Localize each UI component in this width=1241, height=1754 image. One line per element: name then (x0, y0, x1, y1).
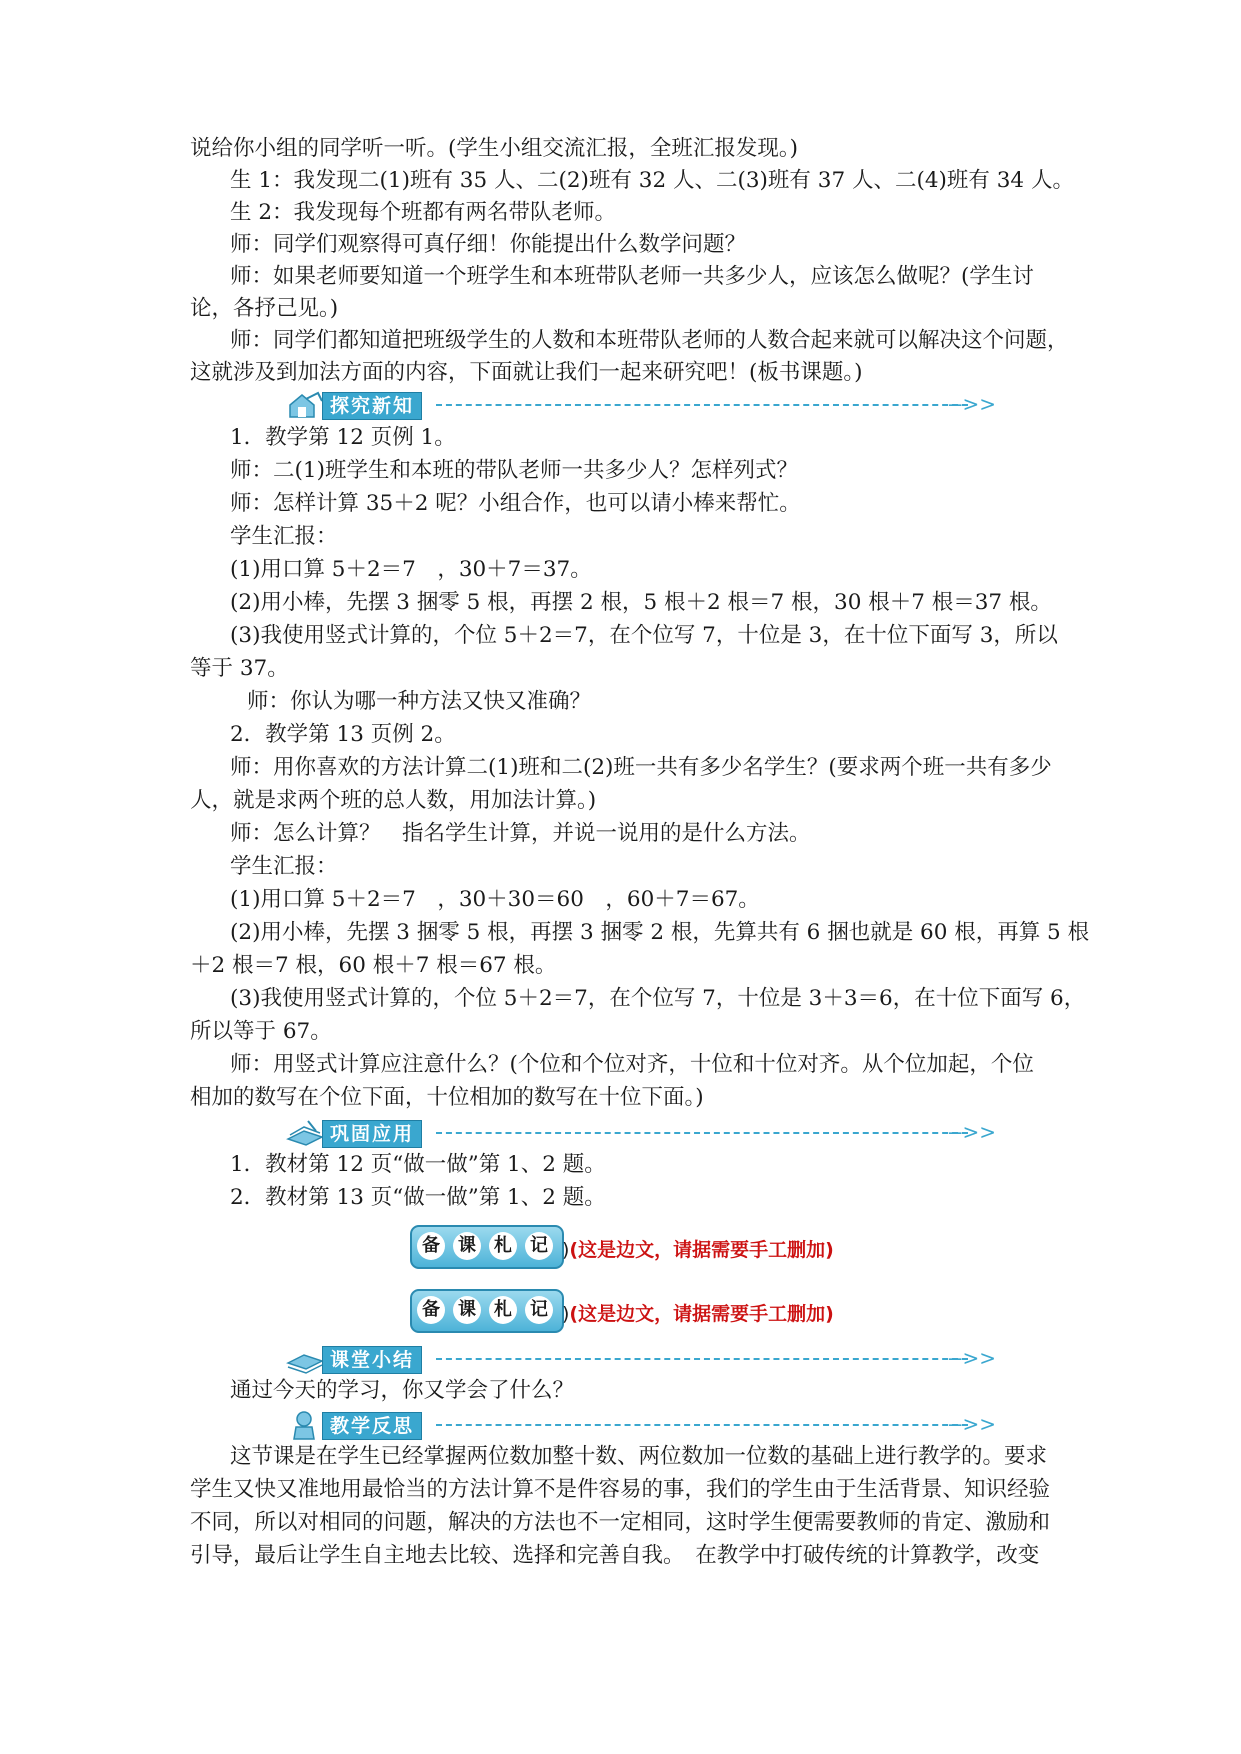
section-header-summary (286, 1343, 1006, 1375)
badge-char: 札 (489, 1296, 517, 1324)
section-title: 教学反思 (322, 1412, 422, 1440)
section-header-reflection (286, 1409, 1006, 1441)
text-line: (1)用口算 5＋2＝7 ，30＋7＝37。 (230, 557, 592, 582)
text-line: 人，就是求两个班的总人数，用加法计算。) (190, 788, 597, 813)
lesson-notes-badge (410, 1289, 564, 1333)
text-line: 说给你小组的同学听一听。(学生小组交流汇报，全班汇报发现。) (190, 136, 799, 161)
text-line: 通过今天的学习，你又学会了什么？ (230, 1378, 575, 1403)
text-line: 等于 37。 (190, 656, 289, 681)
text-line: 1．教学第 12 页例 1。 (230, 425, 456, 450)
section-title: 探究新知 (322, 392, 422, 420)
thinker-icon (286, 1409, 326, 1441)
double-arrow-icon: -->> (948, 1120, 996, 1144)
badge-char: 备 (417, 1232, 445, 1260)
text-line: 这节课是在学生已经掌握两位数加整十数、两位数加一位数的基础上进行教学的。要求 (230, 1444, 1048, 1469)
dashed-divider (436, 1424, 968, 1426)
badge-char: 课 (453, 1296, 481, 1324)
text-line: 师：怎样计算 35＋2 呢？小组合作，也可以请小棒来帮忙。 (230, 491, 801, 516)
lesson-notes-badge-row (410, 1225, 970, 1269)
section-header-explore (286, 389, 1006, 421)
text-line: 所以等于 67。 (190, 1019, 332, 1044)
text-line: 1．教材第 12 页“做一做”第 1、2 题。 (230, 1152, 606, 1177)
text-line: 学生又快又准地用最恰当的方法计算不是件容易的事，我们的学生由于生活背景、知识经验 (190, 1477, 1051, 1502)
text-line: 生 2：我发现每个班都有两名带队老师。 (230, 200, 617, 225)
double-arrow-icon: -->> (948, 1412, 996, 1436)
section-title: 巩固应用 (322, 1120, 422, 1148)
badge-char: 记 (525, 1232, 553, 1260)
text-line: 这就涉及到加法方面的内容，下面就让我们一起来研究吧！(板书课题。) (190, 360, 863, 385)
text-line: 不同，所以对相同的问题，解决的方法也不一定相同，这时学生便需要教师的肯定、激励和 (190, 1510, 1051, 1535)
text-line: 师：你认为哪一种方法又快又准确？ (247, 689, 592, 714)
double-arrow-icon: -->> (948, 1346, 996, 1370)
lesson-notes-badge (410, 1225, 564, 1269)
margin-note: )(这是边文，请据需要手工删加) (562, 1303, 834, 1325)
dashed-divider (436, 1132, 968, 1134)
text-line: 师：用竖式计算应注意什么？(个位和个位对齐，十位和十位对齐。从个位加起，个位 (230, 1052, 1034, 1077)
text-line: 学生汇报： (230, 854, 338, 879)
book-icon (286, 1117, 326, 1149)
books-icon (286, 1343, 326, 1375)
text-line: 生 1：我发现二(1)班有 35 人、二(2)班有 32 人、二(3)班有 37 人、二(4)班有 34 人。 (230, 168, 1074, 193)
dashed-divider (436, 404, 968, 406)
text-line: 师：同学们都知道把班级学生的人数和本班带队老师的人数合起来就可以解决这个问题， (230, 328, 1069, 353)
text-line: 论，各抒己见。) (190, 296, 339, 321)
text-line: 引导，最后让学生自主地去比较、选择和完善自我。 在教学中打破传统的计算教学，改变 (190, 1543, 1040, 1568)
badge-char: 课 (453, 1232, 481, 1260)
double-arrow-icon: -->> (948, 392, 996, 416)
section-title: 课堂小结 (322, 1346, 422, 1374)
text-line: (1)用口算 5＋2＝7 ，30＋30＝60 ，60＋7＝67。 (230, 887, 760, 912)
house-icon (286, 389, 326, 421)
dashed-divider (436, 1358, 968, 1360)
text-line: (3)我使用竖式计算的，个位 5＋2＝7，在个位写 7，十位是 3＋3＝6，在十位下面写 6， (230, 986, 1086, 1011)
text-line: 师：用你喜欢的方法计算二(1)班和二(2)班一共有多少名学生？(要求两个班一共有多少 (230, 755, 1052, 780)
badge-char: 记 (525, 1296, 553, 1324)
margin-note: )(这是边文，请据需要手工删加) (562, 1239, 834, 1261)
text-line: 师：二(1)班学生和本班的带队老师一共多少人？怎样列式？ (230, 458, 798, 483)
text-line: (2)用小棒，先摆 3 捆零 5 根，再摆 2 根，5 根＋2 根＝7 根，30 根＋7 根＝37 根。 (230, 590, 1052, 615)
text-line: 师：怎么计算？ 指名学生计算，并说一说用的是什么方法。 (230, 821, 811, 846)
text-line: 2．教学第 13 页例 2。 (230, 722, 456, 747)
text-line: 师：如果老师要知道一个班学生和本班带队老师一共多少人，应该怎么做呢？(学生讨 (230, 264, 1034, 289)
text-line: (3)我使用竖式计算的，个位 5＋2＝7，在个位写 7，十位是 3，在十位下面写 3，所以 (230, 623, 1058, 648)
text-line: 相加的数写在个位下面，十位相加的数写在十位下面。) (190, 1085, 704, 1110)
badge-char: 札 (489, 1232, 517, 1260)
lesson-notes-badge-row (410, 1289, 970, 1333)
text-line: 学生汇报： (230, 524, 338, 549)
badge-char: 备 (417, 1296, 445, 1324)
section-header-consolidate (286, 1117, 1006, 1149)
text-line: (2)用小棒，先摆 3 捆零 5 根，再摆 3 捆零 2 根，先算共有 6 捆也就是 60 根，再算 5 根 (230, 920, 1090, 945)
text-line: 师：同学们观察得可真仔细！你能提出什么数学问题？ (230, 232, 747, 257)
text-line: ＋2 根＝7 根，60 根＋7 根＝67 根。 (190, 953, 557, 978)
text-line: 2．教材第 13 页“做一做”第 1、2 题。 (230, 1185, 606, 1210)
